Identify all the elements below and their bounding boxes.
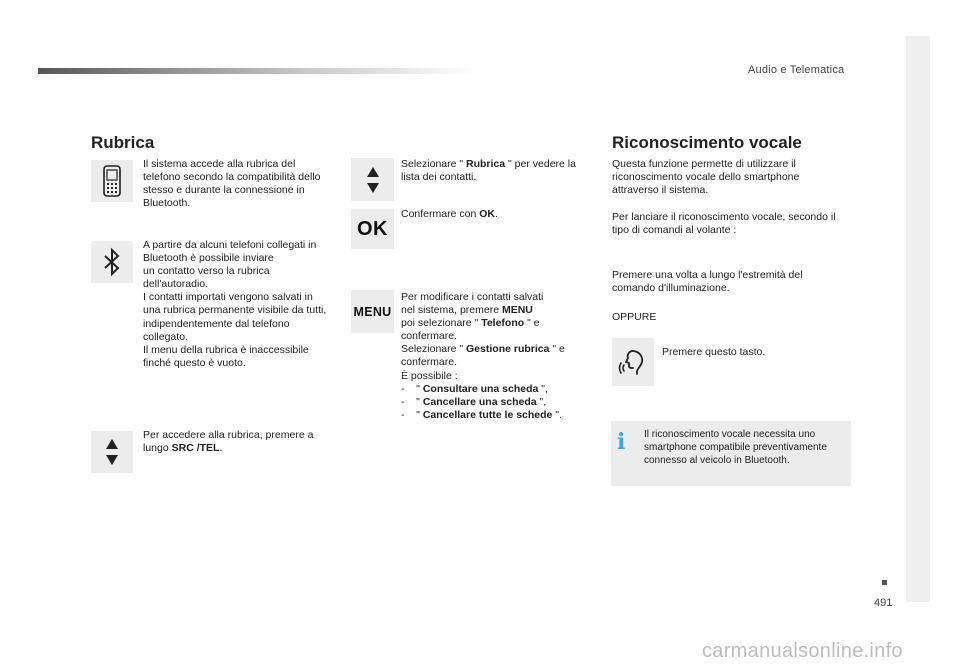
text-line: un contatto verso la rubrica dell'autoradio.: [143, 265, 270, 291]
page-marker: [882, 580, 887, 585]
up-down-arrows-icon: [351, 158, 394, 201]
src-tel-label: SRC /TEL: [171, 442, 220, 455]
text-line: I contatti importati vengono salvati in una rubrica permanente visibile da tutti, indipendentemente dal telefono collegato.: [143, 291, 327, 343]
header-gradient-bar: [38, 68, 478, 74]
select-rubrica-text: Selezionare " Rubrica " per vedere la lista dei contatti.: [401, 158, 576, 184]
list-item: - " Consultare una scheda ",: [401, 382, 548, 395]
voice-intro-text: Questa funzione permette di utilizzare il riconoscimento vocale dello smartphone attraverso il sistema.: [612, 158, 800, 197]
watermark: carmanualsonline.info: [702, 640, 903, 662]
modify-contacts-text: Per modificare i contatti salvati nel sistema, premere MENU poi selezionare " Telefono " e confermare. Selezionare " Gestione rubrica " e confermare. È possibile : - " Consultare una scheda ", - " Cancellare una scheda ", - " Cancellare tutte le schede ".: [401, 291, 597, 422]
oppure-text: OPPURE: [612, 311, 657, 323]
voice-recognition-title: Riconoscimento vocale: [612, 133, 802, 152]
rubrica-intro-text: Il sistema accede alla rubrica del telefono secondo la compatibilità dello stesso e durante la connessione in Bluetooth.: [143, 158, 321, 210]
phone-icon: [91, 160, 133, 202]
ok-button-icon: OK: [351, 209, 394, 249]
list-item: - " Cancellare una scheda ",: [401, 395, 547, 408]
text-line: Il menu della rubrica è inaccessibile finché questo è vuoto.: [143, 343, 309, 369]
page-number: 491: [874, 597, 893, 609]
confirm-ok-text: Confermare con OK.: [401, 208, 498, 220]
bluetooth-icon: [91, 241, 133, 283]
rubrica-title: Rubrica: [91, 133, 155, 152]
page-edge-strip: [906, 36, 930, 602]
up-down-arrows-icon: [91, 431, 133, 473]
text-line: A partire da alcuni telefoni collegati in Bluetooth è possibile inviare: [143, 239, 317, 265]
list-item: - " Cancellare tutte le schede ".: [401, 408, 562, 421]
section-title: Audio e Telematica: [748, 64, 845, 76]
info-text: Il riconoscimento vocale necessita uno smartphone compatibile preventivamente connesso al veicolo in Bluetooth.: [644, 429, 827, 467]
info-icon: i: [617, 429, 626, 455]
rubrica-access-text: Per accedere alla rubrica, premere a lungo SRC /TEL.: [143, 429, 314, 455]
rubrica-bluetooth-text: [143, 239, 327, 370]
press-button-text: Premere questo tasto.: [662, 346, 766, 358]
voice-lighting-text: Premere una volta a lungo l'estremità del comando d'illuminazione.: [612, 269, 803, 295]
menu-button-icon: MENU: [351, 290, 394, 333]
voice-command-icon: [612, 338, 654, 386]
voice-launch-text: Per lanciare il riconoscimento vocale, secondo il tipo di comandi al volante :: [612, 211, 836, 237]
